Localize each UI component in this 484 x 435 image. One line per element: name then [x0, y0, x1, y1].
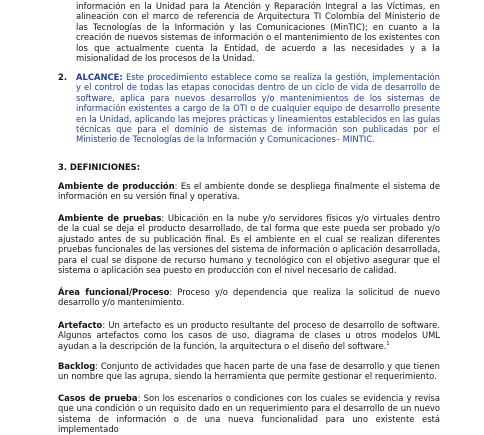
definition-ambiente-pruebas	[58, 213, 440, 275]
alcance-term: ALCANCE:	[76, 72, 123, 82]
alcance-text: Este procedimiento establece como se realiza la gestión, implementación y el control de todas las etapas conocidas dentro de un ciclo de vida de desarrollo de software, aplica para nuevos desarrollos y/o mantenimientos de los sistemas de información existentes a cargo de la OTI o de cualquier equipo de desarrollo presente en la Unidad, aplicando las mejores prácticas y lineamientos establecidos en las guías técnicas que para el dominio de sistemas de información son publicadas por el Ministerio de Tecnologías de la Información y Comunicaciones– MINTIC.	[76, 72, 440, 145]
definition-term: Área funcional/Proceso	[58, 287, 170, 297]
definition-area-funcional	[58, 287, 440, 308]
definition-text: : Un artefacto es un producto resultante del proceso de desarrollo de software. Algunos artefactos como los casos de uso, diagrama de clases u otros modelos UML ayudan a la descripción de la función, la arquitectura o el diseño del software.	[58, 320, 440, 351]
footnote-marker: 1	[386, 341, 390, 348]
definition-backlog	[58, 361, 440, 382]
definition-term: Ambiente de pruebas	[58, 213, 162, 223]
definition-text: : Proceso y/o dependencia que realiza la solicitud de nuevo desarrollo y/o mantenimiento.	[58, 287, 441, 308]
definition-term: Artefacto	[58, 320, 103, 330]
definition-text: : Son los escenarios o condiciones con los cuales se evidencia y revisa que una condición o un requisito dado en un requerimiento para el desarrollo de un nuevo sistema de información o de una nueva funcionalidad para uno existente está implementado	[58, 393, 440, 435]
definition-term: Ambiente de producción	[58, 181, 175, 191]
definition-artefacto	[58, 320, 440, 351]
intro-paragraph: información en la Unidad para la Atención y Reparación Integral a las Víctimas, en alineación con el marco de referencia de Arquitectura TI Colombia del Ministerio de las Tecnologías de la Información y las Comunicaciones (MinTIC); en cuanto a la creación de nuevos sistemas de información o el mantenimiento de los existentes con los que actualmente cuenta la Entidad, de acuerdo a las necesidades y a la misionalidad de los procesos de la Unidad.	[76, 1, 440, 64]
definition-text: : Es el ambiente donde se despliega finalmente el sistema de información en su versión final y operativa.	[58, 181, 440, 202]
definition-term: Casos de prueba	[58, 393, 138, 403]
definition-ambiente-produccion	[58, 181, 440, 202]
section-3-heading: 3. DEFINICIONES:	[58, 162, 141, 172]
definition-text: : Conjunto de actividades que hacen parte de una fase de desarrollo y que tienen un nombre que las agrupa, siendo la herramienta que permite gestionar el requerimiento.	[58, 361, 440, 382]
definition-casos-prueba	[58, 393, 440, 435]
section-2-alcance	[76, 72, 440, 145]
section-2-number: 2.	[58, 72, 68, 82]
definition-text: : Ubicación en la nube y/o servidores físicos y/o virtuales dentro de la cual se deja el producto desarrollado, de tal forma que este pueda ser probado y/o ajustado antes de su publicación final. Es el ambiente en el cual se realizan diferentes pruebas funcionales de las versiones del sistema de información o aplicación desarrollada, para el cual se dispone de recurso humano y tecnológico con el objetivo asegurar que el sistema o aplicación sea puesto en producción con el nivel necesario de calidad.	[58, 213, 440, 276]
definition-term: Backlog	[58, 361, 96, 371]
